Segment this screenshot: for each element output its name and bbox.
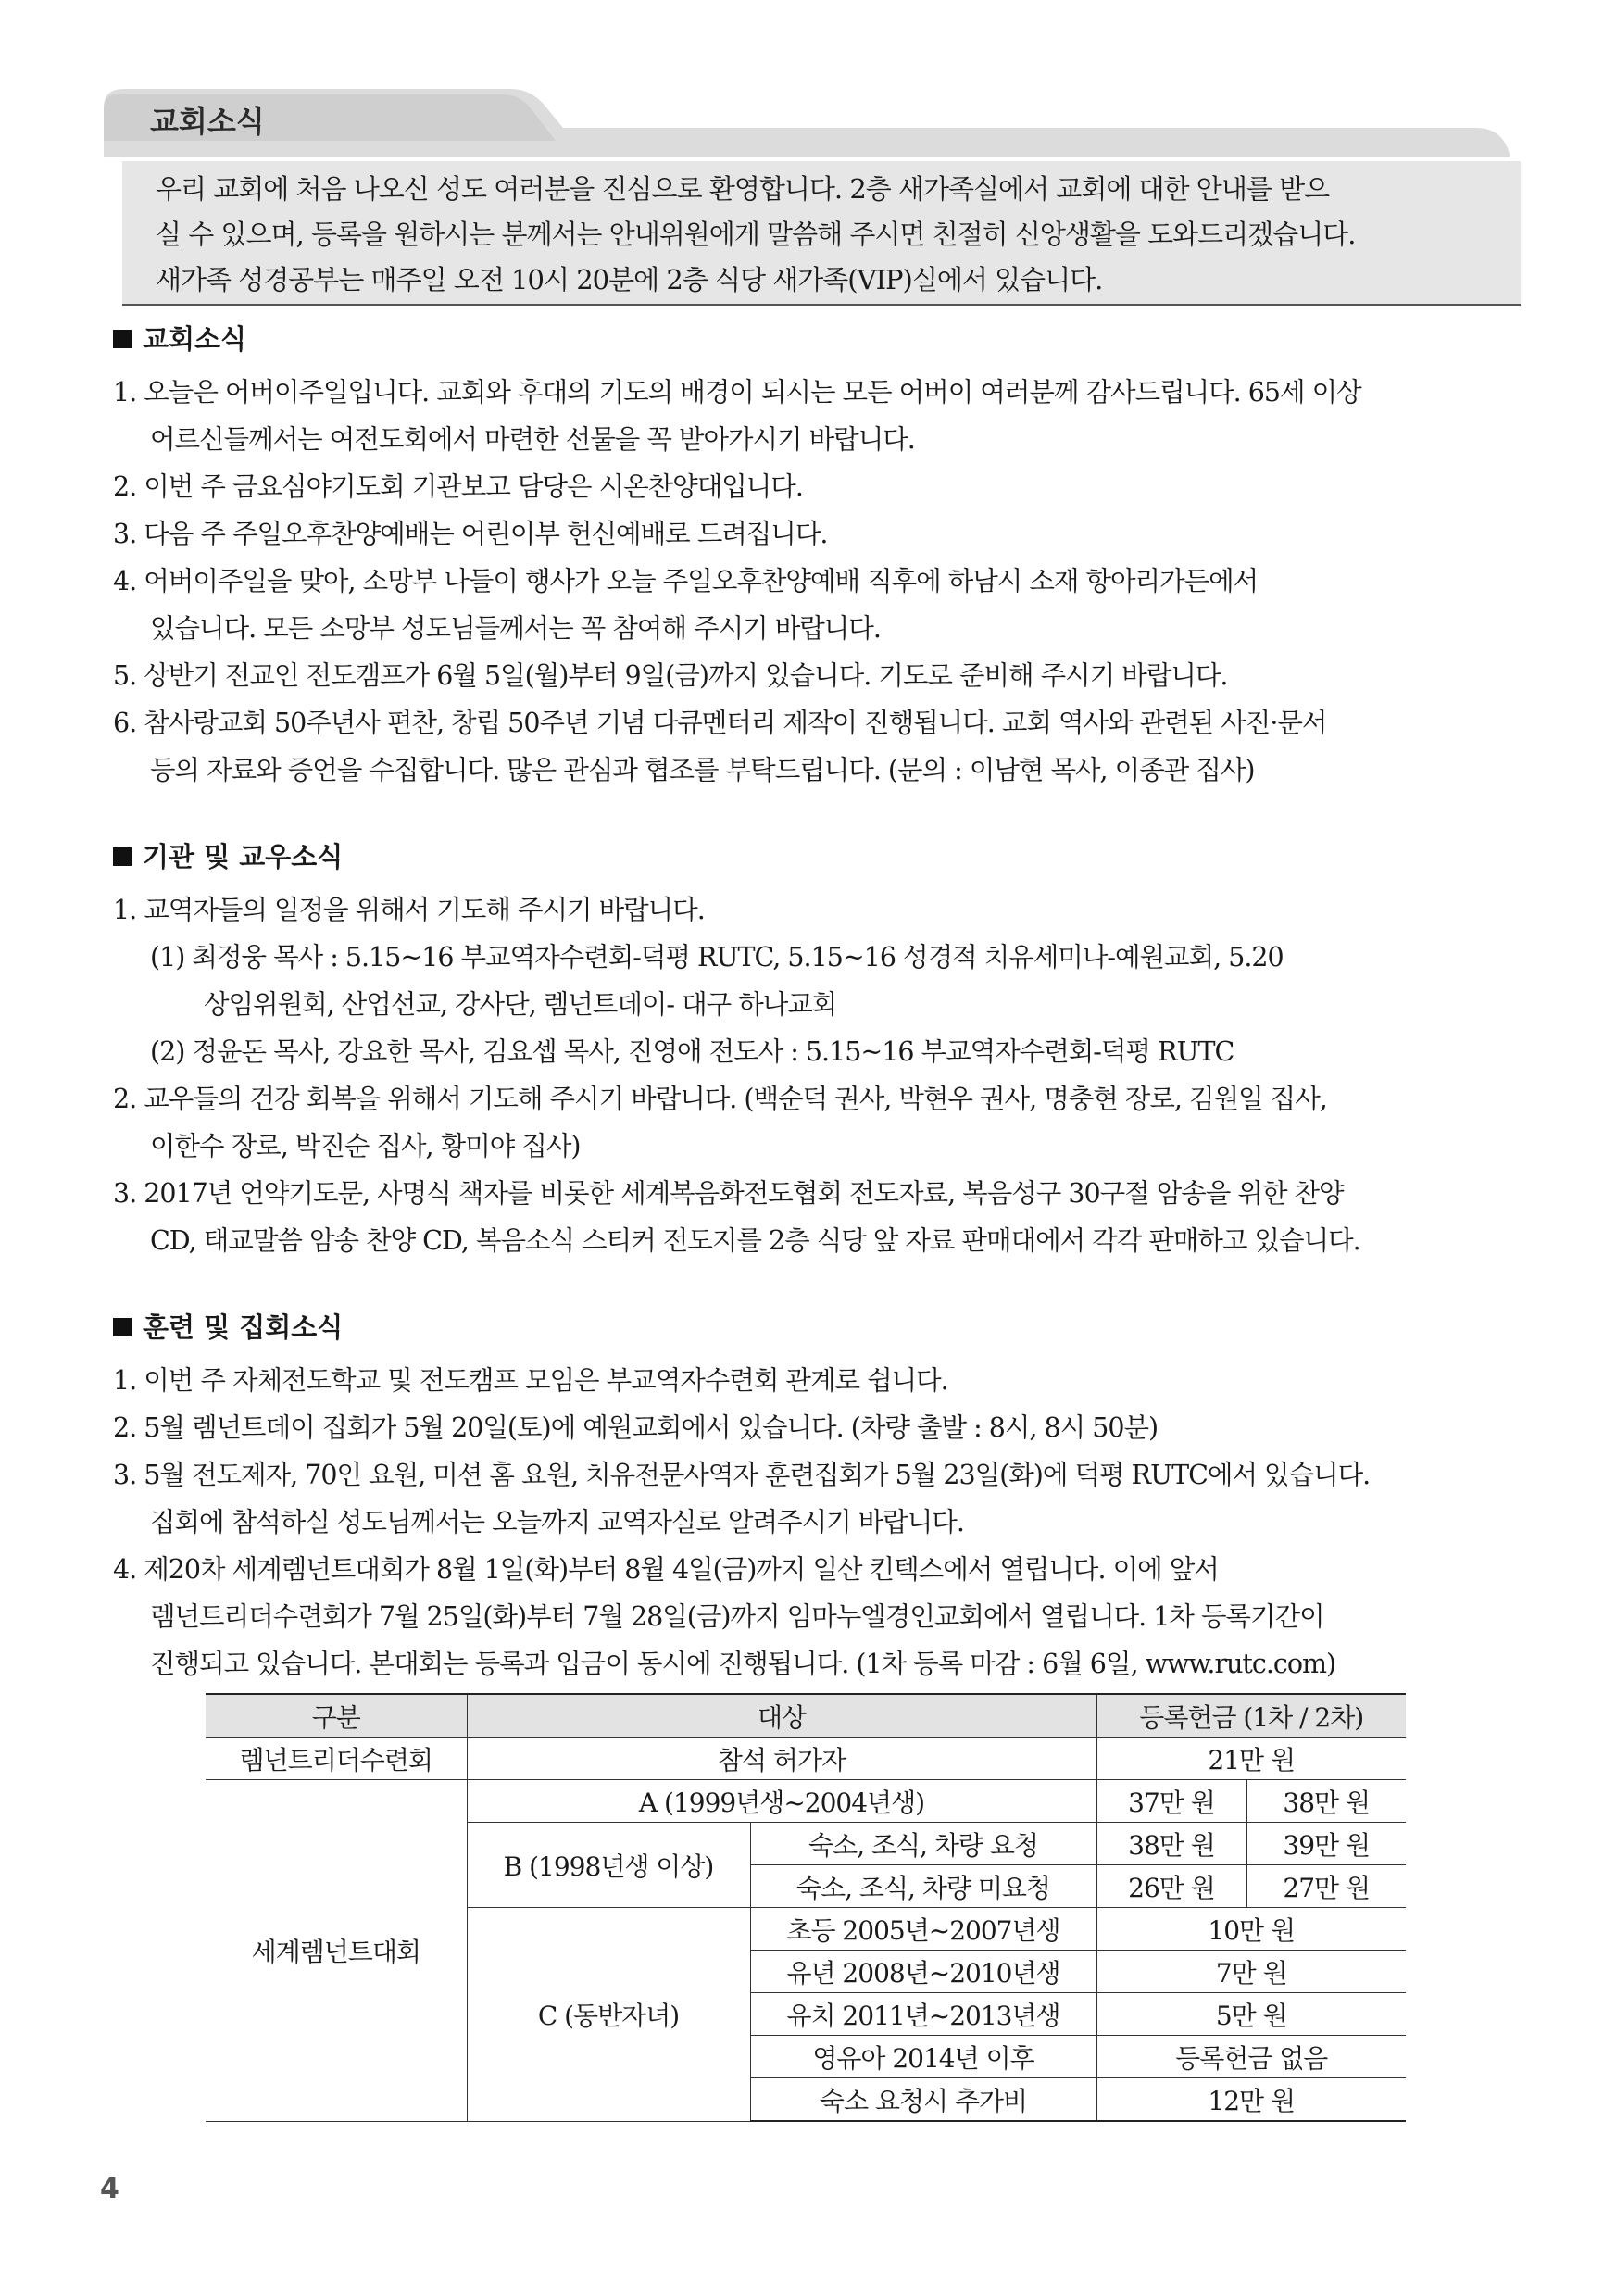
- list-item: [113, 1170, 1530, 1264]
- item-line: 이한수 장로, 박진순 집사, 황미야 집사): [150, 1131, 581, 1161]
- section-title: 기관 및 교우소식: [143, 841, 344, 872]
- list-item: [113, 463, 1530, 510]
- list-item: [113, 510, 1530, 558]
- list-item: [113, 934, 1530, 1028]
- fee-cell: 37만 원: [1096, 1780, 1246, 1823]
- list-item: [113, 886, 1530, 934]
- main-content: [113, 320, 1530, 1687]
- fee-cell: 26만 원: [1096, 1865, 1246, 1908]
- square-bullet-icon: [113, 1318, 132, 1336]
- item-line: 어르신들께서는 여전도회에서 마련한 선물을 꼭 받아가시기 바랍니다.: [150, 424, 915, 455]
- table-header-cell: 대상: [467, 1694, 1096, 1738]
- header-tab-shape: [104, 85, 1513, 157]
- target-cell: A (1999년생~2004년생): [467, 1780, 1096, 1823]
- target-cell: C (동반자녀): [467, 1908, 750, 2122]
- fee-cell: 5만 원: [1096, 1993, 1406, 2036]
- item-line: (2) 정윤돈 목사, 강요한 목사, 김요셉 목사, 진영애 전도사 : 5.15~16 부교역자수련회-덕평 RUTC: [150, 1036, 1234, 1067]
- option-cell: 숙소, 조식, 차량 미요청: [750, 1865, 1096, 1908]
- welcome-line: 우리 교회에 처음 나오신 성도 여러분을 진심으로 환영합니다. 2층 새가족실에서 교회에 대한 안내를 받으: [156, 173, 1330, 205]
- item-line: 등의 자료와 증언을 수집합니다. 많은 관심과 협조를 부탁드립니다. (문의 : 이남현 목사, 이종관 집사): [150, 755, 1255, 785]
- target-cell: B (1998년생 이상): [467, 1823, 750, 1908]
- item-line: 4. 어버이주일을 맞아, 소망부 나들이 행사가 오늘 주일오후찬양예배 직후에 하남시 소재 항아리가든에서: [113, 566, 1259, 596]
- section-heading: [113, 1309, 1530, 1346]
- item-line: 3. 다음 주 주일오후찬양예배는 어린이부 헌신예배로 드려집니다.: [113, 519, 828, 549]
- section-title: 훈련 및 집회소식: [143, 1311, 344, 1343]
- list-item: [113, 1404, 1530, 1451]
- fee-cell: 27만 원: [1246, 1865, 1406, 1908]
- item-line: 3. 5월 전도제자, 70인 요원, 미션 홈 요원, 치유전문사역자 훈련집회가 5월 23일(화)에 덕평 RUTC에서 있습니다.: [113, 1460, 1371, 1490]
- square-bullet-icon: [113, 847, 132, 866]
- list-item: [113, 1075, 1530, 1170]
- item-line: 1. 교역자들의 일정을 위해서 기도해 주시기 바랍니다.: [113, 895, 705, 925]
- item-line: 6. 참사랑교회 50주년사 편찬, 창립 50주년 기념 다큐멘터리 제작이 진행됩니다. 교회 역사와 관련된 사진·문서: [113, 708, 1327, 738]
- table-header-cell: 구분: [206, 1694, 467, 1738]
- item-line: 5. 상반기 전교인 전도캠프가 6월 5일(월)부터 9일(금)까지 있습니다. 기도로 준비해 주시기 바랍니다.: [113, 660, 1228, 691]
- list-item: [113, 369, 1530, 463]
- item-line: (1) 최정웅 목사 : 5.15~16 부교역자수련회-덕평 RUTC, 5.15~16 성경적 치유세미나-예원교회, 5.20: [150, 942, 1284, 972]
- item-line: 진행되고 있습니다. 본대회는 등록과 입금이 동시에 진행됩니다. (1차 등록 마감 : 6월 6일, www.rutc.com): [150, 1649, 1336, 1679]
- item-line: 4. 제20차 세계렘넌트대회가 8월 1일(화)부터 8월 4일(금)까지 일산 킨텍스에서 열립니다. 이에 앞서: [113, 1554, 1219, 1585]
- option-cell: 숙소, 조식, 차량 요청: [750, 1823, 1096, 1865]
- section-gap: [113, 1264, 1530, 1309]
- square-bullet-icon: [113, 330, 132, 348]
- item-line: 2. 5월 렘넌트데이 집회가 5월 20일(토)에 예원교회에서 있습니다. (차량 출발 : 8시, 8시 50분): [113, 1412, 1159, 1443]
- option-cell: 영유아 2014년 이후: [750, 2036, 1096, 2078]
- list-item: [113, 1451, 1530, 1546]
- fee-cell: 12만 원: [1096, 2078, 1406, 2122]
- item-line: 렘넌트리더수련회가 7월 25일(화)부터 7월 28일(금)까지 임마누엘경인교회에서 열립니다. 1차 등록기간이: [150, 1601, 1324, 1632]
- item-line: 1. 이번 주 자체전도학교 및 전도캠프 모임은 부교역자수련회 관계로 쉽니다.: [113, 1365, 948, 1396]
- list-item: [113, 699, 1530, 794]
- registration-fee-table: [206, 1693, 1406, 2122]
- table-header-row: [206, 1694, 1406, 1738]
- table-header-cell: 등록헌금 (1차 / 2차): [1096, 1694, 1406, 1738]
- list-item: [113, 652, 1530, 699]
- item-line: 상임위원회, 산업선교, 강사단, 렘넌트데이- 대구 하나교회: [204, 989, 837, 1020]
- category-cell: 세계렘넌트대회: [206, 1780, 467, 2122]
- welcome-box: [122, 161, 1521, 306]
- item-line: 2. 교우들의 건강 회복을 위해서 기도해 주시기 바랍니다. (백순덕 권사, 박현우 권사, 명충현 장로, 김원일 집사,: [113, 1084, 1327, 1114]
- page-title: 교회소식: [150, 104, 265, 139]
- list-item: [113, 1357, 1530, 1404]
- section-heading: [113, 838, 1530, 875]
- section-title: 교회소식: [143, 323, 247, 355]
- welcome-line: 실 수 있으며, 등록을 원하시는 분께서는 안내위원에게 말씀해 주시면 친절히 신앙생활을 도와드리겠습니다.: [156, 219, 1356, 250]
- table-row: [206, 1780, 1406, 1823]
- welcome-line: 새가족 성경공부는 매주일 오전 10시 20분에 2층 식당 새가족(VIP)실에서 있습니다.: [156, 264, 1103, 295]
- fee-cell: 38만 원: [1096, 1823, 1246, 1865]
- fee-cell: 21만 원: [1096, 1738, 1406, 1780]
- option-cell: 숙소 요청시 추가비: [750, 2078, 1096, 2122]
- item-line: 1. 오늘은 어버이주일입니다. 교회와 후대의 기도의 배경이 되시는 모든 어버이 여러분께 감사드립니다. 65세 이상: [113, 377, 1361, 408]
- page-number: 4: [100, 2173, 119, 2205]
- section-header-tab: [104, 85, 1513, 157]
- option-cell: 유치 2011년~2013년생: [750, 1993, 1096, 2036]
- target-cell: 참석 허가자: [467, 1738, 1096, 1780]
- item-line: 2. 이번 주 금요심야기도회 기관보고 담당은 시온찬양대입니다.: [113, 471, 803, 502]
- item-line: 집회에 참석하실 성도님께서는 오늘까지 교역자실로 알려주시기 바랍니다.: [150, 1507, 964, 1537]
- option-cell: 유년 2008년~2010년생: [750, 1951, 1096, 1993]
- list-item: [113, 1546, 1530, 1687]
- item-line: 3. 2017년 언약기도문, 사명식 책자를 비롯한 세계복음화전도협회 전도자료, 복음성구 30구절 암송을 위한 찬양: [113, 1178, 1344, 1209]
- item-line: CD, 태교말씀 암송 찬양 CD, 복음소식 스티커 전도지를 2층 식당 앞 자료 판매대에서 각각 판매하고 있습니다.: [150, 1225, 1360, 1256]
- list-item: [113, 1028, 1530, 1075]
- category-cell: 렘넌트리더수련회: [206, 1738, 467, 1780]
- fee-cell: 10만 원: [1096, 1908, 1406, 1951]
- section-heading: [113, 320, 1530, 358]
- fee-cell: 38만 원: [1246, 1780, 1406, 1823]
- table-row: [206, 1738, 1406, 1780]
- option-cell: 초등 2005년~2007년생: [750, 1908, 1096, 1951]
- fee-cell: 7만 원: [1096, 1951, 1406, 1993]
- fee-cell: 39만 원: [1246, 1823, 1406, 1865]
- list-item: [113, 558, 1530, 652]
- fee-cell: 등록헌금 없음: [1096, 2036, 1406, 2078]
- item-line: 있습니다. 모든 소망부 성도님들께서는 꼭 참여해 주시기 바랍니다.: [150, 613, 881, 644]
- section-gap: [113, 794, 1530, 838]
